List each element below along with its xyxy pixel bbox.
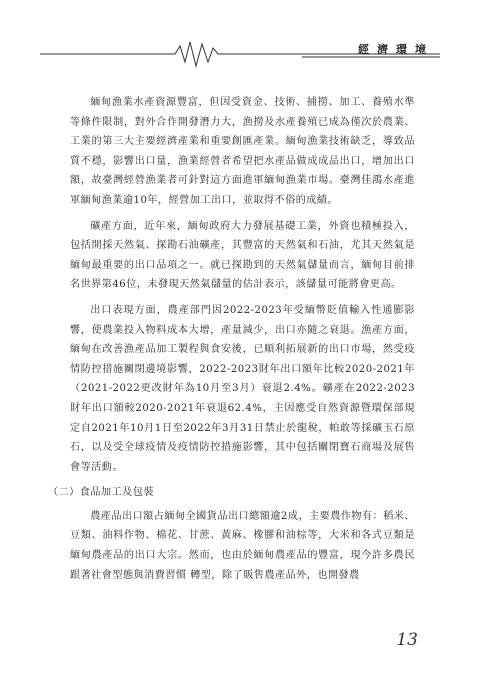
page-header — [40, 38, 440, 68]
header-title: 經濟環境 — [358, 43, 434, 56]
paragraph-export-performance: 出口表現方面，農產部門因2022-2023年受緬幣貶值輸入性通膨影響，使農業投入物料成本大增，產量減少，出口亦隨之衰退。漁產方面，緬甸在改善漁產品加工製程與食安後，已順利拓展新的出口市場，然受疫情防控措施關閉邊境影響，2022-2023財年出口額年比較2020-2021年（2021-2022更改財年為10月至3月）衰退2.4%。礦產在2022-2023財年出口額較2020-2021年衰退62.4%，主因應受自然資源暨環保部規定自2021年10月1日至2022年3月31日禁止於龍稅，帕敢等採礦玉石原石，以及受全球疫情及疫情防控措施影響，其中包括關閉寶石商場及展售會等活動。 — [70, 304, 415, 473]
paragraph-food-processing: 農產品出口額占緬甸全國貨品出口總額逾2成，主要農作物有：稻米、豆類、油料作物、棉花、甘蔗、黃麻、橡膠和油棕等，大米和各式豆類是緬甸農產品的出口大宗。然而，也由於緬甸農產品的豐富，現今許多農民跟著社會型態與消費習慣 轉型，除了販售農產品外，也開發農 — [70, 510, 415, 581]
page-number: 13 — [396, 630, 418, 650]
page-body — [48, 93, 415, 591]
section-heading: （二）食品加工及包裝 — [48, 487, 154, 499]
paragraph-minerals: 礦產方面，近年來，緬甸政府大力發展基礎工業，外資也積極投入，包括開採天然氣、探勘石油礦產，其豐富的天然氣和石油，尤其天然氣是緬甸最重要的出口品項之一。就已探勘到的天然氣儲量而言，緬甸目前排名世界第46位，未發現天然氣儲量的估計表示，該儲量可能將會更高。 — [70, 220, 415, 291]
paragraph-fisheries: 緬甸漁業水產資源豐富，但因受資金、技術、捕撈、加工、養殖水準等條件限制，對外合作開發潛力大，漁撈及水產養殖已成為僅次於農業、工業的第三大主要經濟產業和重要創匯產業。緬甸漁業技術缺乏，導致品質不穩，影響出口量，漁業經營者希望把水產品做成成品出口，增加出口額，故臺灣經營漁業者可針對這方面進軍緬甸漁業市場。臺灣佳鴻水產進軍緬甸漁業逾10年，經營加工出口，並取得不俗的成績。 — [70, 97, 415, 206]
